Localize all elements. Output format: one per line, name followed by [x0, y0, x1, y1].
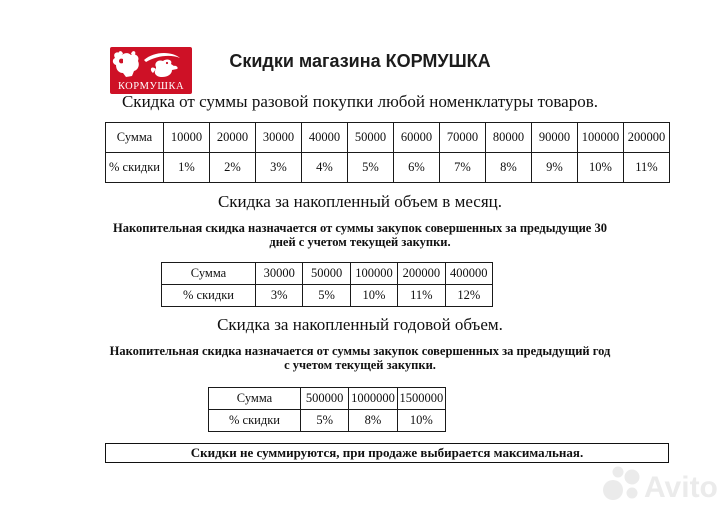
yearly-volume-note: [0, 344, 720, 372]
note-line: дней с учетом текущей закупки.: [269, 235, 451, 249]
discount-cell: 7%: [440, 153, 486, 183]
discount-cell: 12%: [445, 285, 492, 307]
row-header-discount: % скидки: [162, 285, 256, 307]
sum-cell: 40000: [302, 123, 348, 153]
sum-cell: 50000: [303, 263, 350, 285]
discount-cell: 8%: [486, 153, 532, 183]
row-header-discount: % скидки: [209, 410, 301, 432]
yearly-volume-heading: Скидка за накопленный годовой объем.: [217, 315, 503, 334]
row-header-discount: % скидки: [106, 153, 164, 183]
note-line: Накопительная скидка назначается от суммы закупок совершенных за предыдущие 30: [113, 221, 607, 235]
brand-name: КОРМУШКА: [117, 81, 185, 92]
row-header-sum: Сумма: [209, 388, 301, 410]
discount-cell: 11%: [398, 285, 445, 307]
page-title: Скидки магазина КОРМУШКА: [229, 51, 491, 71]
sum-cell: 60000: [394, 123, 440, 153]
avito-watermark-label: Avito: [644, 471, 718, 504]
discount-cell: 1%: [164, 153, 210, 183]
sum-cell: 200000: [398, 263, 445, 285]
discount-cell: 4%: [302, 153, 348, 183]
discount-cell: 8%: [349, 410, 397, 432]
monthly-volume-heading: Скидка за накопленный объем в месяц.: [217, 192, 503, 211]
sum-cell: 70000: [440, 123, 486, 153]
discount-cell: 10%: [397, 410, 445, 432]
sum-cell: 30000: [256, 263, 303, 285]
single-purchase-heading: Скидка от суммы разовой покупки любой номенклатуры товаров.: [121, 92, 599, 111]
discount-cell: 11%: [624, 153, 670, 183]
sum-cell: 100000: [350, 263, 397, 285]
sum-cell: 30000: [256, 123, 302, 153]
monthly-volume-table: [161, 262, 493, 307]
table-row: [106, 153, 670, 183]
sum-cell: 10000: [164, 123, 210, 153]
table-row: [162, 285, 493, 307]
row-header-sum: Сумма: [162, 263, 256, 285]
sum-cell: 80000: [486, 123, 532, 153]
discount-cell: 10%: [350, 285, 397, 307]
discount-cell: 3%: [256, 285, 303, 307]
table-row: [106, 123, 670, 153]
discount-cell: 9%: [532, 153, 578, 183]
sum-cell: 20000: [210, 123, 256, 153]
table-row: [209, 388, 446, 410]
discount-cell: 5%: [303, 285, 350, 307]
sum-cell: 90000: [532, 123, 578, 153]
table-row: [209, 410, 446, 432]
sum-cell: 500000: [301, 388, 349, 410]
yearly-volume-table: [208, 387, 446, 432]
discount-cell: 10%: [578, 153, 624, 183]
discount-cell: 5%: [348, 153, 394, 183]
note-line: Накопительная скидка назначается от суммы закупок совершенных за предыдущий год: [109, 344, 611, 358]
sum-cell: 50000: [348, 123, 394, 153]
discount-cell: 2%: [210, 153, 256, 183]
avito-watermark-logo: [602, 463, 718, 507]
sum-cell: 200000: [624, 123, 670, 153]
sum-cell: 1500000: [397, 388, 445, 410]
table-row: [162, 263, 493, 285]
monthly-volume-note: [0, 221, 720, 249]
sum-cell: 1000000: [349, 388, 397, 410]
single-purchase-table: [105, 122, 670, 183]
discount-cell: 3%: [256, 153, 302, 183]
discount-cell: 6%: [394, 153, 440, 183]
footer-note-box: Скидки не суммируются, при продаже выбирается максимальная.: [105, 443, 669, 463]
note-line: с учетом текущей закупки.: [284, 358, 436, 372]
row-header-sum: Сумма: [106, 123, 164, 153]
discount-cell: 5%: [301, 410, 349, 432]
sum-cell: 400000: [445, 263, 492, 285]
sum-cell: 100000: [578, 123, 624, 153]
